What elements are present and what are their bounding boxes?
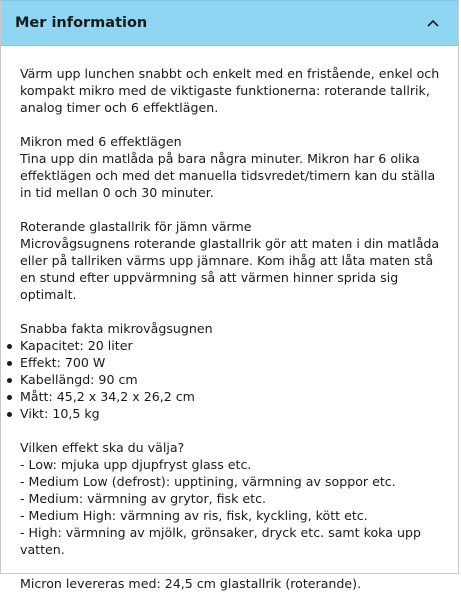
power-line: - Low: mjuka upp djupfryst glass etc. — [20, 457, 252, 472]
power-line: - Medium: värmning av grytor, fisk etc. — [20, 491, 267, 506]
more-info-content — [1, 46, 458, 592]
facts-heading: Snabba fakta mikrovågsugnen — [20, 321, 213, 336]
list-item: Kabellängd: 90 cm — [20, 371, 448, 388]
list-item: Kapacitet: 20 liter — [20, 337, 448, 354]
more-info-header[interactable] — [1, 0, 458, 46]
facts-list — [20, 337, 448, 422]
list-item: Vikt: 10,5 kg — [20, 405, 448, 422]
more-info-title: Mer information — [15, 15, 148, 31]
section-body-turntable: Microvågsugnens roterande glastallrik gör att maten i din matlåda eller på tallriken värms upp jämnare. Kom ihåg att låta maten stå en stund efter uppvärmning så att värmen hinner sprida sig optimalt. — [20, 236, 440, 302]
intro-text: Värm upp lunchen snabbt och enkelt med en fristående, enkel och kompakt mikro med de viktigaste funktionerna: roterande tallrik, analog timer och 6 effektlägen. — [20, 66, 440, 115]
power-line: - High: värmning av mjölk, grönsaker, dryck etc. samt koka upp vatten. — [20, 525, 421, 557]
chevron-up-icon[interactable] — [426, 16, 440, 30]
power-line: - Medium High: värmning av ris, fisk, kyckling, kött etc. — [20, 508, 368, 523]
section-body-power-modes: Tina upp din matlåda på bara några minuter. Mikron har 6 olika effektlägen och med det manuella tidsvredet/timern kan du ställa in tid mellan 0 och 30 minuter. — [20, 151, 436, 200]
power-heading: Vilken effekt ska du välja? — [20, 440, 185, 455]
list-item: Effekt: 700 W — [20, 354, 448, 371]
list-item: Mått: 45,2 x 34,2 x 26,2 cm — [20, 388, 448, 405]
section-heading-power-modes: Mikron med 6 effektlägen — [20, 134, 182, 149]
section-heading-turntable: Roterande glastallrik för jämn värme — [20, 219, 252, 234]
power-line: - Medium Low (defrost): upptining, värmning av soppor etc. — [20, 474, 396, 489]
delivery-text: Micron levereras med: 24,5 cm glastallrik (roterande). — [20, 576, 362, 591]
